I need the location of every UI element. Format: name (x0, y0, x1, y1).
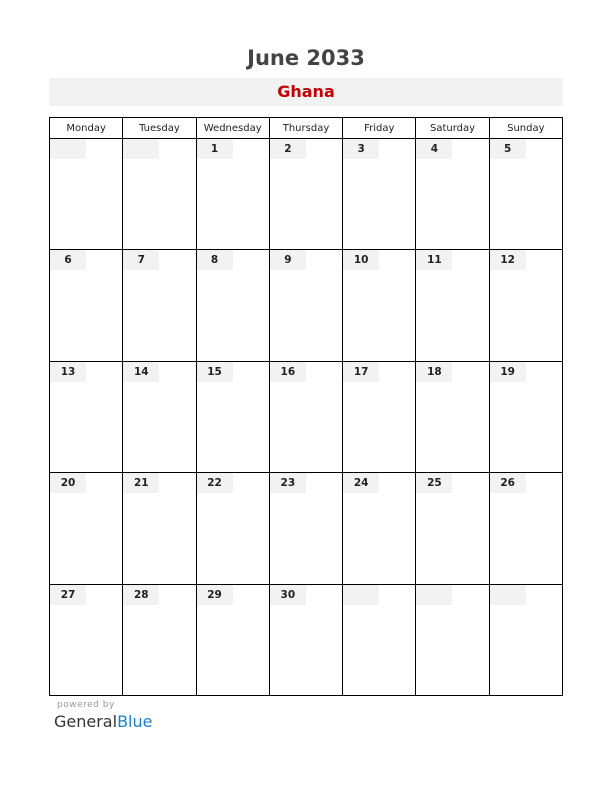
day-number: 5 (490, 139, 526, 159)
day-cell (50, 584, 123, 695)
day-cell (50, 473, 123, 584)
weekday-header: Saturday (416, 118, 489, 139)
weekday-header: Wednesday (196, 118, 269, 139)
day-cell (416, 473, 489, 584)
day-cell (196, 361, 269, 472)
day-number: 2 (270, 139, 306, 159)
day-cell (343, 139, 416, 250)
day-number: 20 (50, 473, 86, 493)
day-number: 25 (416, 473, 452, 493)
day-cell (416, 361, 489, 472)
day-number (123, 139, 159, 159)
calendar-grid (49, 117, 563, 696)
day-cell (489, 139, 562, 250)
day-cell (50, 250, 123, 361)
day-cell (123, 584, 196, 695)
brand-logo-blue: Blue (117, 712, 153, 731)
day-number: 24 (343, 473, 379, 493)
day-cell (123, 139, 196, 250)
day-number: 7 (123, 250, 159, 270)
day-cell (489, 584, 562, 695)
weekday-header: Thursday (269, 118, 342, 139)
page-title: June 2033 (247, 46, 365, 70)
day-number: 17 (343, 362, 379, 382)
day-cell (343, 584, 416, 695)
day-cell (489, 361, 562, 472)
day-number: 22 (197, 473, 233, 493)
week-row (50, 361, 563, 472)
day-number: 18 (416, 362, 452, 382)
day-number: 14 (123, 362, 159, 382)
weekday-header: Friday (343, 118, 416, 139)
day-cell (196, 250, 269, 361)
day-number (343, 585, 379, 605)
day-cell (123, 473, 196, 584)
day-number: 15 (197, 362, 233, 382)
day-cell (123, 361, 196, 472)
day-number: 26 (490, 473, 526, 493)
day-cell (489, 473, 562, 584)
week-row (50, 250, 563, 361)
day-number (490, 585, 526, 605)
day-cell (50, 139, 123, 250)
country-label: Ghana (49, 78, 563, 106)
day-number: 23 (270, 473, 306, 493)
brand-logo[interactable] (54, 712, 152, 731)
day-cell (343, 250, 416, 361)
day-cell (50, 361, 123, 472)
day-cell (196, 139, 269, 250)
day-number: 28 (123, 585, 159, 605)
day-number: 10 (343, 250, 379, 270)
day-number: 8 (197, 250, 233, 270)
weekday-header: Monday (50, 118, 123, 139)
weekday-header: Sunday (489, 118, 562, 139)
weekday-header: Tuesday (123, 118, 196, 139)
day-number: 30 (270, 585, 306, 605)
day-number: 16 (270, 362, 306, 382)
brand-logo-general: General (54, 712, 118, 731)
powered-by-label: powered by (57, 700, 115, 710)
day-number: 29 (197, 585, 233, 605)
day-cell (196, 473, 269, 584)
day-number: 21 (123, 473, 159, 493)
week-row (50, 584, 563, 695)
day-cell (416, 139, 489, 250)
day-number: 9 (270, 250, 306, 270)
day-cell (416, 584, 489, 695)
day-number: 6 (50, 250, 86, 270)
day-number (50, 139, 86, 159)
day-cell (269, 361, 342, 472)
day-cell (269, 473, 342, 584)
week-row (50, 473, 563, 584)
day-number: 13 (50, 362, 86, 382)
weekday-header-row (50, 118, 563, 139)
day-cell (269, 139, 342, 250)
day-number: 12 (490, 250, 526, 270)
day-number (416, 585, 452, 605)
day-cell (343, 361, 416, 472)
day-number: 1 (197, 139, 233, 159)
day-number: 19 (490, 362, 526, 382)
day-cell (416, 250, 489, 361)
day-number: 3 (343, 139, 379, 159)
day-cell (269, 584, 342, 695)
day-number: 4 (416, 139, 452, 159)
day-cell (269, 250, 342, 361)
day-number: 27 (50, 585, 86, 605)
week-row (50, 139, 563, 250)
day-cell (343, 473, 416, 584)
day-cell (196, 584, 269, 695)
day-number: 11 (416, 250, 452, 270)
day-cell (123, 250, 196, 361)
day-cell (489, 250, 562, 361)
